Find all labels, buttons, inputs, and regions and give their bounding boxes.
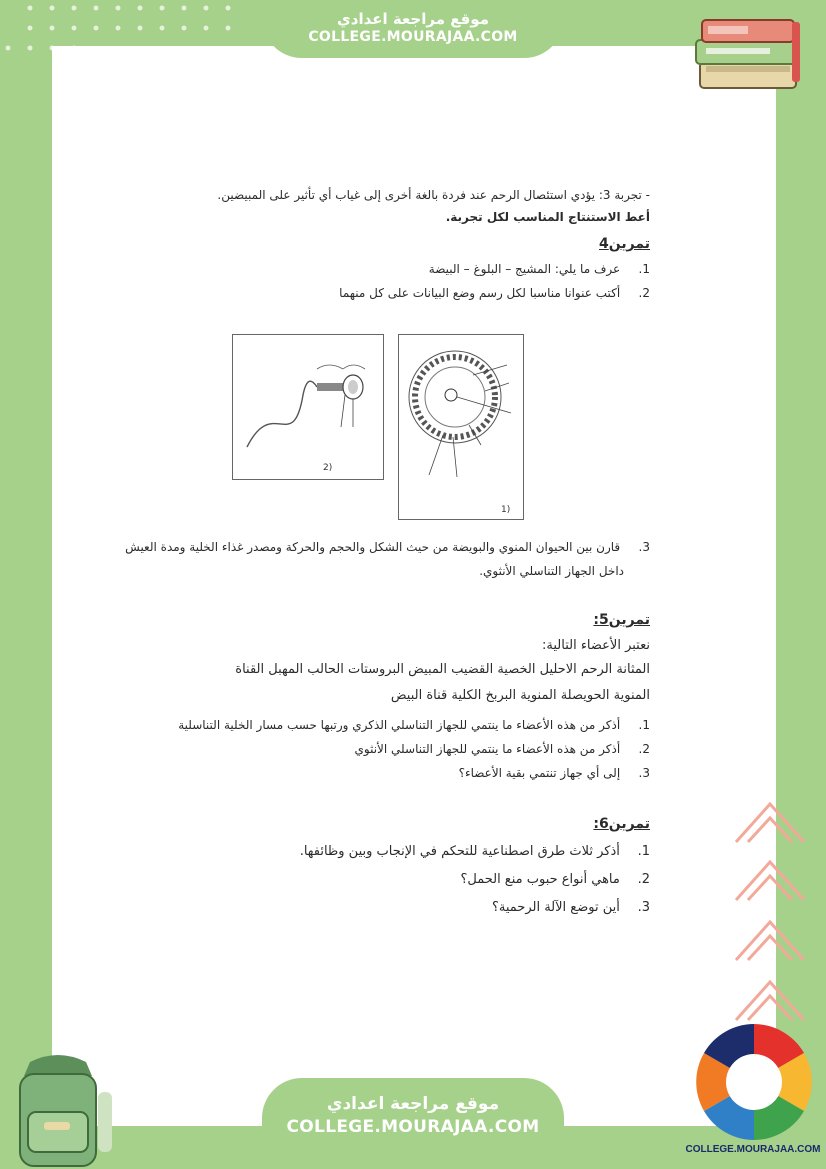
organs-list-line-1: المثانة الرحم الاحليل الخصية القضيب المبيض البروستات الحالب المهبل القناة <box>235 662 650 677</box>
item-text: أذكر ثلاث طرق اصطناعية للتحكم في الإنجاب وبين وظائفها. <box>299 844 620 859</box>
item-number: 3. <box>638 766 650 780</box>
item-number: 3. <box>638 540 650 554</box>
item-text: عرف ما يلي: المشيج – البلوغ – البيضة <box>428 262 621 276</box>
item-number: 1. <box>638 262 650 276</box>
figure-1-label: 1) <box>501 505 511 515</box>
list-item <box>339 286 650 300</box>
item-number: 2. <box>637 872 650 887</box>
list-item <box>125 540 650 554</box>
chevron-up-icon <box>730 850 810 910</box>
college-logo-icon <box>694 1022 814 1142</box>
item-text: أين توضع الآلة الرحمية؟ <box>491 900 620 915</box>
chevron-up-icon <box>730 970 810 1030</box>
item-text: إلى أي جهاز تنتمي بقية الأعضاء؟ <box>458 766 621 780</box>
document-page <box>52 46 776 1126</box>
organs-list-line-2: المنوية الحويصلة المنوية البربخ الكلية قناة البيض <box>390 688 650 703</box>
list-item <box>492 900 650 915</box>
sperm-figure <box>232 334 384 480</box>
item-number: 2. <box>638 742 650 756</box>
header-arabic-title: موقع مراجعة اعدادي <box>337 10 489 28</box>
list-item <box>355 742 651 756</box>
chevron-up-icon <box>730 792 810 852</box>
footer-arabic-title: موقع مراجعة اعدادي <box>326 1094 500 1114</box>
experiment-3-text: - تجربة 3: يؤدي استئصال الرحم عند فردة بالغة أخرى إلى غياب أي تأثير على المبيضين. <box>217 188 650 202</box>
item-text-continued: داخل الجهاز التناسلي الأنثوي. <box>479 564 624 578</box>
item-text: أذكر من هذه الأعضاء ما ينتمي للجهاز التناسلي الأنثوي <box>354 742 621 756</box>
chevron-up-icon <box>730 910 810 970</box>
logo-site-text: COLLEGE.MOURAJAA.COM <box>685 1144 821 1155</box>
list-item <box>460 872 650 887</box>
item-text: ماهي أنواع حبوب منع الحمل؟ <box>460 872 620 887</box>
ovum-diagram <box>399 335 523 519</box>
list-item <box>178 718 650 732</box>
item-number: 1. <box>638 718 650 732</box>
exercise-5-title: تمرين5: <box>593 612 650 628</box>
figure-2-label: 2) <box>323 463 333 473</box>
books-icon <box>692 10 804 100</box>
exercise-4-title: تمرين4 <box>599 236 650 252</box>
item-number: 2. <box>638 286 650 300</box>
item-text: أكتب عنوانا مناسبا لكل رسم وضع البيانات على كل منهما <box>339 286 621 300</box>
list-item <box>300 844 650 859</box>
exercise-6-title: تمرين6: <box>593 816 650 832</box>
item-text: قارن بين الحيوان المنوي والبويضة من حيث الشكل والحجم والحركة ومصدر غذاء الخلية ومدة العيش <box>125 540 621 554</box>
experiment-task: أعط الاستنتاج المناسب لكل تجربة. <box>445 210 650 224</box>
footer-banner <box>262 1078 564 1169</box>
header-site-link[interactable]: COLLEGE.MOURAJAA.COM <box>308 29 518 45</box>
list-item <box>429 262 650 276</box>
item-text: أذكر من هذه الأعضاء ما ينتمي للجهاز التناسلي الذكري ورتبها حسب مسار الخلية التناسلية <box>178 718 621 732</box>
exercise-5-intro: نعتبر الأعضاء التالية: <box>542 638 650 653</box>
sperm-diagram <box>233 335 383 479</box>
item-number: 1. <box>637 844 650 859</box>
header-banner <box>262 0 564 58</box>
backpack-icon <box>0 1052 116 1169</box>
list-item <box>459 766 650 780</box>
item-number: 3. <box>637 900 650 915</box>
footer-site-link[interactable]: COLLEGE.MOURAJAA.COM <box>286 1117 540 1137</box>
ovum-figure <box>398 334 524 520</box>
